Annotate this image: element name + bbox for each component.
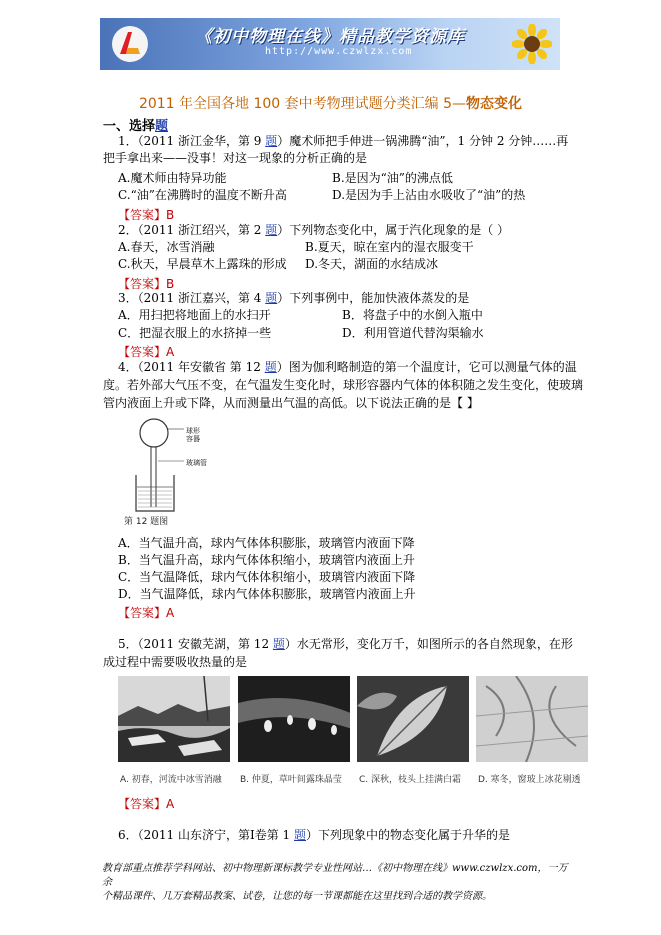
q2-option-d: D.冬天，湖面的水结成冰 (305, 257, 439, 271)
photo-caption-c: C. 深秋，枝头上挂满白霜 (359, 775, 462, 785)
q2-option-c: C.秋天，早晨草木上露珠的形成 (118, 257, 287, 271)
q4-option-a: A．当气温升高，球内气体体积膨胀，玻璃管内液面下降 (118, 536, 415, 550)
q4-stem-line1: 4．（2011 年安徽省 第 12 题）图为伽利略制造的第一个温度计，它可以测量气体的温 (118, 360, 577, 374)
footer-line2: 个精品课件、几万套精品教案、试卷，让您的每一节课都能在这里找到合适的教学资源。 (102, 891, 492, 902)
photo-caption-a: A. 初春，河流中冰雪消融 (120, 775, 222, 785)
site-logo-icon (110, 24, 150, 64)
q4-answer: 【答案】A (118, 606, 175, 620)
photo-ice-melting (118, 676, 230, 762)
q1-option-d: D.是因为手上沾由水吸收了“油”的热 (332, 188, 526, 202)
q4-option-d: D．当气温降低，球内气体体积膨胀，玻璃管内液面上升 (118, 587, 416, 601)
page-footer (102, 862, 572, 904)
q4-stem-line2: 度。若外部大气压不变，在气温发生变化时，球形容器内气体的体积随之发生变化，使玻璃 (103, 378, 584, 392)
q5-stem-line2: 成过程中需要吸收热量的是 (103, 655, 248, 669)
q2-answer: 【答案】B (118, 277, 175, 291)
q1-answer: 【答案】B (118, 208, 175, 222)
q4-option-b: B．当气温升高，球内气体体积缩小，玻璃管内液面上升 (118, 553, 415, 567)
q2-link[interactable]: 题 (265, 223, 278, 237)
photo-caption-b: B. 仲夏，草叶间露珠晶莹 (240, 775, 342, 785)
q1-option-b: B.是因为“油”的沸点低 (332, 171, 453, 185)
q3-option-a: A．用扫把将地面上的水扫开 (118, 308, 271, 322)
q1-stem-line1: 1．（2011 浙江金华，第 9 题）魔术师把手伸进一锅沸腾“油”，1 分钟 2 分钟……再 (118, 134, 569, 148)
photo-caption-d: D. 寒冬，窗玻上冰花剔透 (478, 775, 581, 785)
photo-dew-drops (238, 676, 350, 762)
banner-title: 《初中物理在线》精品教学资源库 (195, 27, 465, 47)
q1-option-c: C.“油”在沸腾时的温度不断升高 (118, 188, 287, 202)
q3-stem: 3．（2011 浙江嘉兴，第 4 题）下列事例中，能加快液体蒸发的是 (118, 291, 470, 305)
header-banner (100, 18, 560, 70)
banner-url[interactable]: http://www.czwlzx.com (265, 46, 413, 57)
q3-answer: 【答案】A (118, 345, 175, 359)
q1-option-a: A.魔术师由特异功能 (118, 171, 227, 185)
q3-option-c: C．把湿衣服上的水挤掉一些 (118, 326, 272, 340)
q1-link[interactable]: 题 (265, 134, 278, 148)
section-heading: 一、选择题 (103, 119, 169, 134)
q1-stem-line2: 把手拿出来——没事！对这一现象的分析正确的是 (103, 151, 368, 165)
q2-stem: 2．（2011 浙江绍兴，第 2 题）下列物态变化中，属于汽化现象的是（ ） (118, 223, 510, 237)
q4-figure-caption: 第 12 题图 (124, 517, 169, 527)
fig-label-bulb-1: 球形 (186, 427, 200, 435)
photo-frost-leaf (357, 676, 469, 762)
q2-option-b: B.夏天，晾在室内的湿衣服变干 (305, 240, 474, 254)
fig-label-bulb-2: 容器 (186, 435, 200, 443)
q6-link[interactable]: 题 (294, 828, 307, 842)
q4-stem-line3: 管内液面上升或下降，从而测量出气温的高低。以下说法正确的是【 】 (103, 396, 479, 410)
section-link[interactable]: 题 (155, 119, 169, 134)
q6-stem: 6．（2011 山东济宁，第Ⅰ卷第 1 题）下列现象中的物态变化属于升华的是 (118, 828, 511, 842)
q3-link[interactable]: 题 (265, 291, 278, 305)
thermometer-figure (118, 415, 228, 515)
q5-answer: 【答案】A (118, 797, 175, 811)
q3-option-d: D．利用管道代替沟渠输水 (342, 326, 484, 340)
q4-link[interactable]: 题 (264, 360, 277, 374)
q4-option-c: C．当气温降低，球内气体体积缩小，玻璃管内液面下降 (118, 570, 416, 584)
fig-label-tube: 玻璃管 (186, 459, 207, 467)
sunflower-icon (512, 24, 552, 64)
q5-link[interactable]: 题 (272, 637, 285, 651)
photo-window-ice (476, 676, 588, 762)
q3-option-b: B．将盘子中的水倒入瓶中 (342, 308, 483, 322)
q2-option-a: A.春天，冰雪消融 (118, 240, 215, 254)
footer-line1: 教育部重点推荐学科网站、初中物理新课标教学专业性网站…《初中物理在线》www.czwlzx.com，一万余 (102, 863, 568, 888)
q5-stem-line1: 5．（2011 安徽芜湖，第 12 题）水无常形，变化万千，如图所示的各自然现象，在形 (118, 637, 573, 651)
page-title: 2011 年全国各地 100 套中考物理试题分类汇编 5—物态变化 (138, 96, 523, 112)
